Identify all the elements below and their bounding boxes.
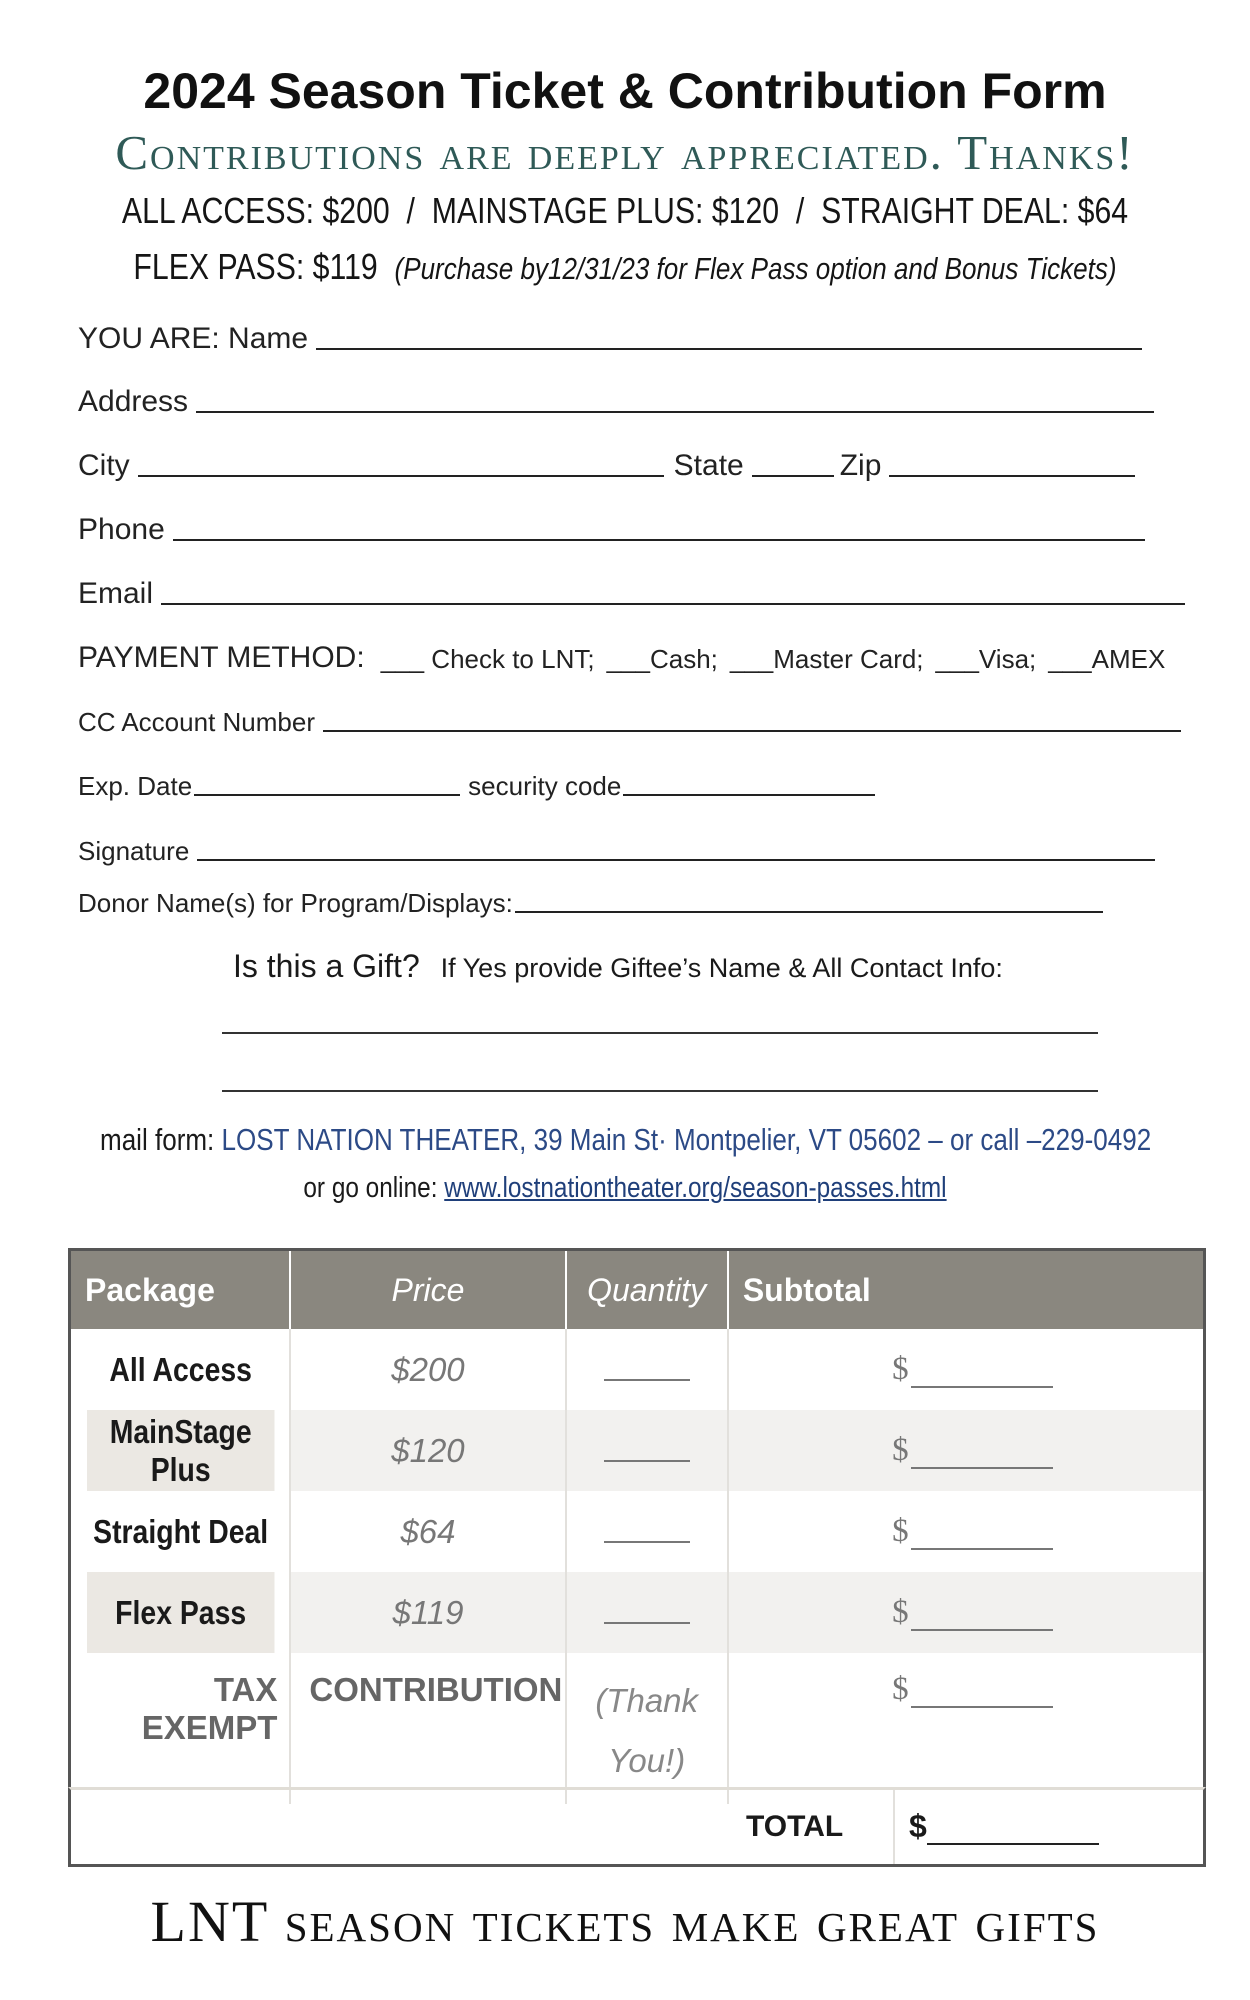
city-row [78,449,1135,483]
security-label: security code [468,771,622,801]
package-name: All Access [85,1329,275,1410]
pay-cash-option[interactable]: ___Cash; [606,644,718,674]
signature-field[interactable] [197,859,1155,861]
signature-label: Signature [78,836,190,866]
contributions-subtitle: Contributions are deeply appreciated. Thanks! [115,125,1135,180]
package-price: $64 [290,1491,565,1572]
phone-label: Phone [78,513,165,546]
mail-address: LOST NATION THEATER, 39 Main St· Montpelier, VT 05602 – or call –229-0492 [221,1122,1152,1157]
subtotal-field[interactable]: $ [728,1410,1205,1491]
state-field[interactable] [752,475,834,477]
header-package: Package [70,1250,291,1330]
address-field[interactable] [196,411,1154,413]
state-label: State [673,449,744,482]
email-field[interactable] [161,603,1185,605]
footer-tagline: LNT season tickets make great gifts [150,1889,1100,1954]
table-row [70,1491,1205,1572]
mail-instructions [100,1122,1150,1158]
gift-question: Is this a Gift? [233,948,420,984]
gift-instruction: If Yes provide Giftee’s Name & All Contact Info: [440,953,1003,983]
pay-visa-option[interactable]: ___Visa; [935,644,1037,674]
subtotal-field[interactable]: $ [728,1491,1205,1572]
subtotal-field[interactable]: $ [728,1572,1205,1653]
signature-row [78,836,1155,867]
donor-row [78,888,1103,919]
flex-pass-line [100,246,1150,288]
online-prefix: or go online: [303,1172,438,1204]
gift-question-row [233,948,1003,985]
name-field[interactable] [316,348,1142,350]
total-label: TOTAL [746,1810,844,1843]
subtotal-field[interactable]: $ [728,1329,1205,1410]
zip-field[interactable] [889,475,1135,477]
header-price: Price [290,1250,565,1330]
thank-you-text: (Thank You!) [566,1653,728,1804]
quantity-field[interactable] [566,1491,728,1572]
table-row [70,1410,1205,1491]
payment-method-label: PAYMENT METHOD: [78,641,365,674]
name-row [78,322,1142,356]
package-table [68,1248,1206,1804]
exp-field[interactable] [194,794,460,796]
address-row [78,385,1154,419]
email-row [78,577,1185,611]
payment-row [78,641,1165,675]
exp-label: Exp. Date [78,771,193,801]
header-subtotal: Subtotal [728,1250,1205,1330]
donor-label: Donor Name(s) for Program/Displays: [78,888,513,918]
package-price: $119 [290,1572,565,1653]
contribution-label: CONTRIBUTION [290,1653,565,1804]
mail-prefix: mail form: [100,1122,215,1157]
table-row [70,1572,1205,1653]
security-field[interactable] [623,794,875,796]
package-price: $200 [290,1329,565,1410]
pay-mastercard-option[interactable]: ___Master Card; [729,644,924,674]
pay-check-option[interactable]: ___ Check to LNT; [380,644,595,674]
phone-row [78,513,1145,547]
table-header [70,1250,1205,1330]
donor-field[interactable] [515,911,1103,913]
email-label: Email [78,577,154,610]
cc-label: CC Account Number [78,707,315,737]
exp-row [78,771,875,802]
total-row [68,1787,1206,1867]
pay-amex-option[interactable]: ___AMEX [1048,644,1166,674]
address-label: Address [78,385,189,418]
contribution-subtotal-field[interactable]: $ [728,1653,1205,1804]
pass-prices-line: ALL ACCESS: $200 / MAINSTAGE PLUS: $120 / STRAIGHT DEAL: $64 [121,190,1129,231]
package-name: Flex Pass [85,1572,275,1653]
zip-label: Zip [839,449,882,482]
total-divider [893,1790,895,1864]
cc-row [78,707,1181,738]
giftee-line-2[interactable] [222,1090,1098,1092]
header-quantity: Quantity [566,1250,728,1330]
table-row [70,1329,1205,1410]
quantity-field[interactable] [566,1329,728,1410]
online-instructions [100,1172,1150,1205]
city-label: City [78,449,130,482]
flex-pass-note: (Purchase by12/31/23 for Flex Pass option and Bonus Tickets) [394,251,1117,286]
phone-field[interactable] [173,539,1145,541]
package-price: $120 [290,1410,565,1491]
package-name: MainStage Plus [85,1410,275,1491]
giftee-line-1[interactable] [222,1032,1098,1034]
city-field[interactable] [138,475,664,477]
quantity-field[interactable] [566,1410,728,1491]
name-label: YOU ARE: Name [78,322,309,355]
cc-field[interactable] [323,730,1181,732]
flex-pass-price: FLEX PASS: $119 [133,246,378,287]
contribution-row [70,1653,1205,1804]
tax-exempt-label: TAX EXEMPT [70,1653,291,1804]
package-name: Straight Deal [85,1491,275,1572]
total-field[interactable]: $ [909,1808,1099,1845]
quantity-field[interactable] [566,1572,728,1653]
form-title: 2024 Season Ticket & Contribution Form [143,63,1107,119]
season-passes-link[interactable]: www.lostnationtheater.org/season-passes.html [444,1172,947,1204]
